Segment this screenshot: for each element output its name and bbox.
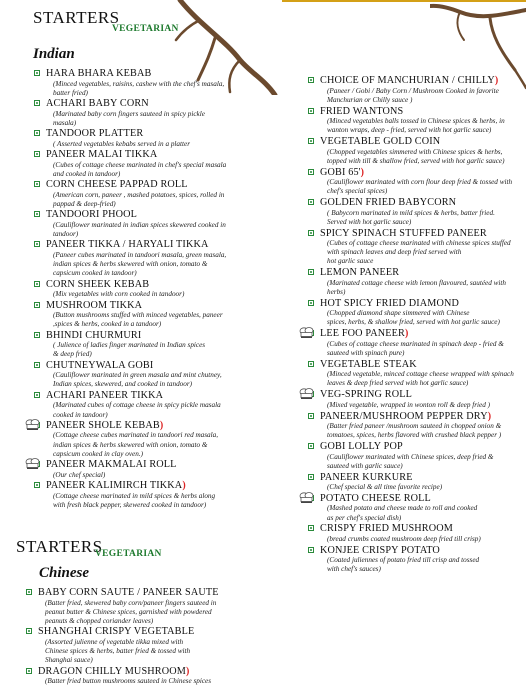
menu-item-name: HOT SPICY FRIED DIAMOND [320, 297, 460, 309]
veg-symbol-icon [34, 70, 40, 76]
chef-hat-icon [24, 418, 42, 430]
menu-item [38, 587, 219, 626]
veg-symbol-icon [308, 361, 314, 367]
menu-item-description: tomatoes, spices, herbs flavored with crushed black pepper ) [327, 431, 502, 440]
veg-symbol-icon [26, 589, 32, 595]
menu-item-description: Served with hot garlic sauce) [327, 217, 412, 226]
menu-item-description: tandoor) [53, 229, 79, 238]
veg-symbol-icon [34, 332, 40, 338]
veg-symbol-icon [34, 181, 40, 187]
menu-item-description: Manchurian or Chilly sauce ) [327, 95, 413, 104]
menu-item-description: (Batter fried paneer /mushroom sauteed in chopped onion & [327, 422, 502, 430]
menu-item [320, 228, 514, 267]
menu-item [320, 328, 514, 358]
menu-item-description: and cooked in tandoor) [53, 169, 121, 178]
menu-item-description: (Cubes of cottage cheese marinated in chef's special masala [53, 160, 227, 169]
menu-item-name: DRAGON CHILLY MUSHROOM) [38, 665, 190, 677]
menu-item [46, 330, 226, 360]
menu-item-description: (Cauliflower marinated with Chinese spices, deep fried & [327, 452, 494, 461]
veg-symbol-icon [308, 230, 314, 236]
menu-item-description: Shanghai sauce) [45, 656, 93, 665]
menu-item [46, 68, 226, 98]
menu-item-description: (Batter fried button mushrooms sauteed in Chinese spices [45, 677, 212, 686]
section-chinese: Chinese [39, 565, 90, 581]
menu-item-description: (Assorted julienne of vegetable tikka mixed with [45, 637, 184, 646]
spicy-chili-icon: ) [360, 166, 365, 178]
menu-item-description: (Paneer cubes marinated in tandoori masala, green masala, [53, 250, 227, 259]
menu-item-name: ACHARI BABY CORN [46, 98, 149, 110]
menu-item-description: ( Julience of ladies finger marinated in Indian spices [53, 341, 206, 350]
menu-item-description: (Mashed potato and cheese made to roll and cooked [327, 504, 478, 513]
menu-item-description: (Marinated baby corn fingers sauteed in spicy pickle [53, 109, 205, 118]
menu-item [320, 298, 514, 328]
menu-item-description: herbs) [327, 287, 346, 296]
menu-item-description: peanut butter & Chinese spices, garnished with powdered [45, 607, 212, 616]
menu-item-name: KONJEE CRISPY POTATO [320, 544, 440, 556]
menu-item-name: TANDOORI PHOOL [46, 209, 137, 221]
menu-item [320, 523, 514, 544]
menu-item-description: (Cauliflower marinated in indian spices skewered cooked in [53, 220, 226, 229]
menu-item-description: & deep fried) [53, 350, 92, 359]
menu-item-description: (Minced vegetable, minced cottage cheese wrapped with spinach [327, 370, 514, 379]
menu-item-name: SPICY SPINACH STUFFED PANEER [320, 227, 487, 239]
menu-item-description: sauteed with spinach pure) [327, 348, 405, 357]
chef-hat-icon [24, 457, 42, 469]
menu-item-description: (Batter fried, skewered baby corn/paneer fingers sauteed in [45, 598, 217, 607]
menu-column-right [320, 75, 514, 575]
menu-item-description: (Paneer / Gobi / Baby Corn / Mushroom Cooked in favorite [327, 86, 499, 95]
menu-item-name: PANEER KURKURE [320, 471, 413, 483]
menu-item [320, 411, 514, 441]
menu-item-description: peanuts & chopped coriander leaves) [45, 616, 154, 625]
menu-item-description: hot garlic sauce [327, 257, 374, 266]
menu-item [46, 209, 226, 239]
menu-item-description: (Minced vegetables, raisins, cashew with the chef's masala, [53, 79, 225, 88]
veg-symbol-icon [308, 138, 314, 144]
menu-item-description: (Chef special & all time favorite recipe) [327, 483, 443, 491]
menu-item-description: with spinach leaves and deep fried served with [327, 248, 462, 257]
veg-symbol-icon [34, 392, 40, 398]
menu-item [320, 545, 514, 575]
veg-symbol-icon [308, 269, 314, 275]
menu-item [320, 197, 514, 227]
menu-item [320, 106, 514, 136]
menu-item-name: PANEER MALAI TIKKA [46, 149, 158, 161]
menu-item [46, 98, 226, 128]
menu-item-description: (Cubes of cottage cheese marinated with chinesse spices stuffed [327, 239, 511, 247]
menu-item-description: (Marinated cubes of cottage cheese in spicy pickle masala [53, 401, 221, 410]
menu-item-description: wanton wraps, deep - fried, served with hot garlic sauce) [327, 126, 492, 135]
menu-item-description: as per chef's special dish) [327, 513, 402, 522]
spicy-chili-icon: ) [404, 328, 409, 340]
menu-item [46, 300, 226, 330]
menu-item [46, 128, 226, 149]
menu-item-description: ( Babycorn marinated in mild spices & herbs, batter fried. [327, 208, 495, 217]
menu-item-description: capsicum cooked in tandoor) [53, 269, 137, 278]
menu-column-chinese [38, 587, 219, 686]
menu-item [38, 626, 219, 665]
menu-item [46, 459, 226, 480]
veg-symbol-icon [308, 474, 314, 480]
veg-symbol-icon [34, 362, 40, 368]
menu-item-name: TANDOOR PLATTER [46, 128, 144, 140]
menu-item-description: topped with till & shallow fried, served with hot garlic sauce) [327, 156, 505, 165]
menu-item-description: spices, herbs, & shallow fried, served with hot garlic sauce) [327, 318, 500, 327]
menu-item-name: VEGETABLE STEAK [320, 358, 417, 370]
menu-item [320, 167, 514, 197]
menu-item [320, 136, 514, 166]
veg-symbol-icon [34, 211, 40, 217]
menu-item-name: VEG-SPRING ROLL [320, 389, 412, 401]
menu-item-description: Chinese spices & herbs, batter fried & tossed with [45, 647, 191, 655]
menu-item-name: BHINDI CHURMURI [46, 329, 142, 341]
menu-item-description: with fresh black pepper, skewered cooked in tandoor) [53, 500, 207, 509]
menu-item [46, 279, 226, 300]
menu-item [320, 493, 514, 523]
menu-item-name: PANEER KALIMIRCH TIKKA) [46, 480, 186, 492]
menu-item-description: (Button mushrooms stuffed with minced vegetables, paneer [53, 311, 223, 320]
veg-symbol-icon [308, 525, 314, 531]
menu-item-description: ,spices & herbs, cooked in a tandoor) [53, 320, 162, 329]
menu-item [46, 480, 226, 510]
menu-item [320, 75, 514, 105]
menu-item-name: ACHARI PANEER TIKKA [46, 389, 164, 401]
menu-item-name: CHUTNEYWALA GOBI [46, 359, 154, 371]
menu-item-description: batter fried) [53, 88, 88, 97]
menu-item-description: (Our chef special) [53, 470, 106, 479]
menu-item-description: (Chopped vegetables simmered with Chinese spices & herbs, [327, 147, 503, 156]
menu-item-description: ( Asserted vegetables kebabs served in a platter [53, 139, 190, 148]
menu-item-name: PANEER/MUSHROOM PEPPER DRY) [320, 410, 492, 422]
spicy-chili-icon: ) [159, 419, 164, 431]
spicy-chili-icon: ) [487, 410, 492, 422]
menu-item-name: CORN CHEESE PAPPAD ROLL [46, 179, 188, 191]
veg-symbol-icon [308, 300, 314, 306]
menu-item-name: GOLDEN FRIED BABYCORN [320, 197, 457, 208]
menu-item [320, 389, 514, 410]
menu-item-name: HARA BHARA KEBAB [46, 68, 152, 79]
menu-item-description: (Mixed vegetable, wrapped in wonton roll & deep fried ) [327, 400, 491, 409]
starters-title-bottom: STARTERS [16, 537, 103, 556]
menu-item [46, 179, 226, 209]
menu-item-description: (Marinated cottage cheese with lemon flavoured, sautéed with [327, 278, 506, 287]
menu-item-name: LEE FOO PANEER) [320, 328, 409, 340]
menu-item [320, 441, 514, 471]
veg-symbol-icon [308, 413, 314, 419]
veg-symbol-icon [308, 199, 314, 205]
menu-item-description: Indian spices, skewered, and cooked in tandoor) [53, 380, 193, 389]
menu-item-name: VEGETABLE GOLD COIN [320, 136, 441, 147]
veg-symbol-icon [26, 668, 32, 674]
menu-item-name: MUSHROOM TIKKA [46, 299, 143, 311]
starters-title-top: STARTERS [33, 8, 120, 27]
menu-item-description: capsicum cooked in clay oven.) [53, 449, 144, 458]
menu-item-description: (Chopped diamond shape simmered with Chinese [327, 309, 470, 318]
menu-item-description: (Mix vegetables with corn cooked in tandoor) [53, 290, 185, 299]
menu-item-description: leaves & deep fried served with hot garlic sauce) [327, 379, 469, 388]
spicy-chili-icon: ) [185, 665, 190, 677]
vegetarian-subtitle-bottom: VEGETARIAN [95, 549, 162, 559]
veg-symbol-icon [34, 482, 40, 488]
veg-symbol-icon [308, 443, 314, 449]
menu-item-name: POTATO CHEESE ROLL [320, 492, 431, 504]
menu-item-name: SHANGHAI CRISPY VEGETABLE [38, 626, 195, 638]
veg-symbol-icon [34, 302, 40, 308]
menu-item-description: (Cottage cheese marinated in mild spices & herbs along [53, 491, 216, 500]
veg-symbol-icon [308, 108, 314, 114]
menu-item-description: (Cauliflower marinated with corn flour deep fried & tossed with [327, 178, 513, 186]
gold-top-bar [282, 0, 526, 2]
menu-item-name: GOBI LOLLY POP [320, 441, 403, 452]
menu-item-name: CRISPY FRIED MUSHROOM [320, 523, 453, 535]
veg-symbol-icon [34, 130, 40, 136]
menu-item-name: CHOICE OF MANCHURIAN / CHILLY) [320, 75, 499, 86]
menu-item-name: LEMON PANEER [320, 267, 400, 279]
veg-symbol-icon [34, 281, 40, 287]
menu-item-name: PANEER MAKMALAI ROLL [46, 459, 177, 471]
menu-item-description: chef's special spices) [327, 187, 388, 196]
menu-item-description: (Coated juliennes of potato fried till crisp and tossed [327, 556, 480, 565]
menu-item-description: (American corn, paneer , mashed potatoes, spices, rolled in [53, 190, 225, 199]
menu-item-description: (Cauliflower marinated in green masala and mint chutney, [53, 371, 222, 380]
menu-item [46, 239, 226, 278]
menu-item-name: CORN SHEEK KEBAB [46, 278, 150, 290]
menu-item [320, 472, 514, 493]
menu-item-description: sauteed with garlic sauce) [327, 461, 403, 470]
menu-item-description: with chef's sauces) [327, 565, 381, 574]
menu-item [46, 390, 226, 420]
menu-item [38, 666, 219, 687]
menu-item [46, 360, 226, 390]
menu-item-description: pappad & deep-fried) [53, 199, 116, 208]
menu-item-description: indian spices & herbs skewered with onion, tomato & [53, 260, 208, 269]
menu-item-description: cooked in tandoor) [53, 410, 108, 419]
menu-item-name: PANEER TIKKA / HARYALI TIKKA [46, 239, 209, 251]
veg-symbol-icon [308, 169, 314, 175]
veg-symbol-icon [34, 241, 40, 247]
menu-item-description: (Cottage cheese cubes marinated in tandoori red masala, [53, 431, 219, 440]
menu-item-name: GOBI 65') [320, 166, 365, 178]
veg-symbol-icon [34, 151, 40, 157]
veg-symbol-icon [34, 100, 40, 106]
veg-symbol-icon [308, 77, 314, 83]
veg-symbol-icon [26, 628, 32, 634]
menu-column-indian [46, 68, 226, 510]
chef-hat-icon [298, 387, 316, 399]
menu-item [320, 267, 514, 297]
menu-item-description: (Cubes of cottage cheese marinated in spinach deep - fried & [327, 339, 504, 348]
spicy-chili-icon: ) [182, 480, 186, 492]
menu-item-description: (Minced vegetables balls tossed in Chinese spices & herbs, in [327, 117, 505, 125]
menu-item-name: PANEER SHOLE KEBAB) [46, 419, 164, 431]
vegetarian-subtitle-top: VEGETARIAN [112, 24, 179, 34]
chef-hat-icon [298, 326, 316, 338]
menu-item [320, 359, 514, 389]
menu-item-description: indian spices & herbs skewered with onion, tomato & [53, 440, 208, 449]
menu-item [46, 420, 226, 459]
menu-item-description: (bread crumbs coated mushroom deep fried till crisp) [327, 534, 481, 543]
veg-symbol-icon [308, 547, 314, 553]
menu-item-description: masala) [53, 118, 77, 127]
spicy-chili-icon: ) [494, 75, 499, 86]
section-indian: Indian [33, 46, 75, 62]
menu-item-name: FRIED WANTONS [320, 105, 404, 117]
menu-item-name: BABY CORN SAUTE / PANEER SAUTE [38, 587, 219, 598]
menu-item [46, 149, 226, 179]
chef-hat-icon [298, 491, 316, 503]
